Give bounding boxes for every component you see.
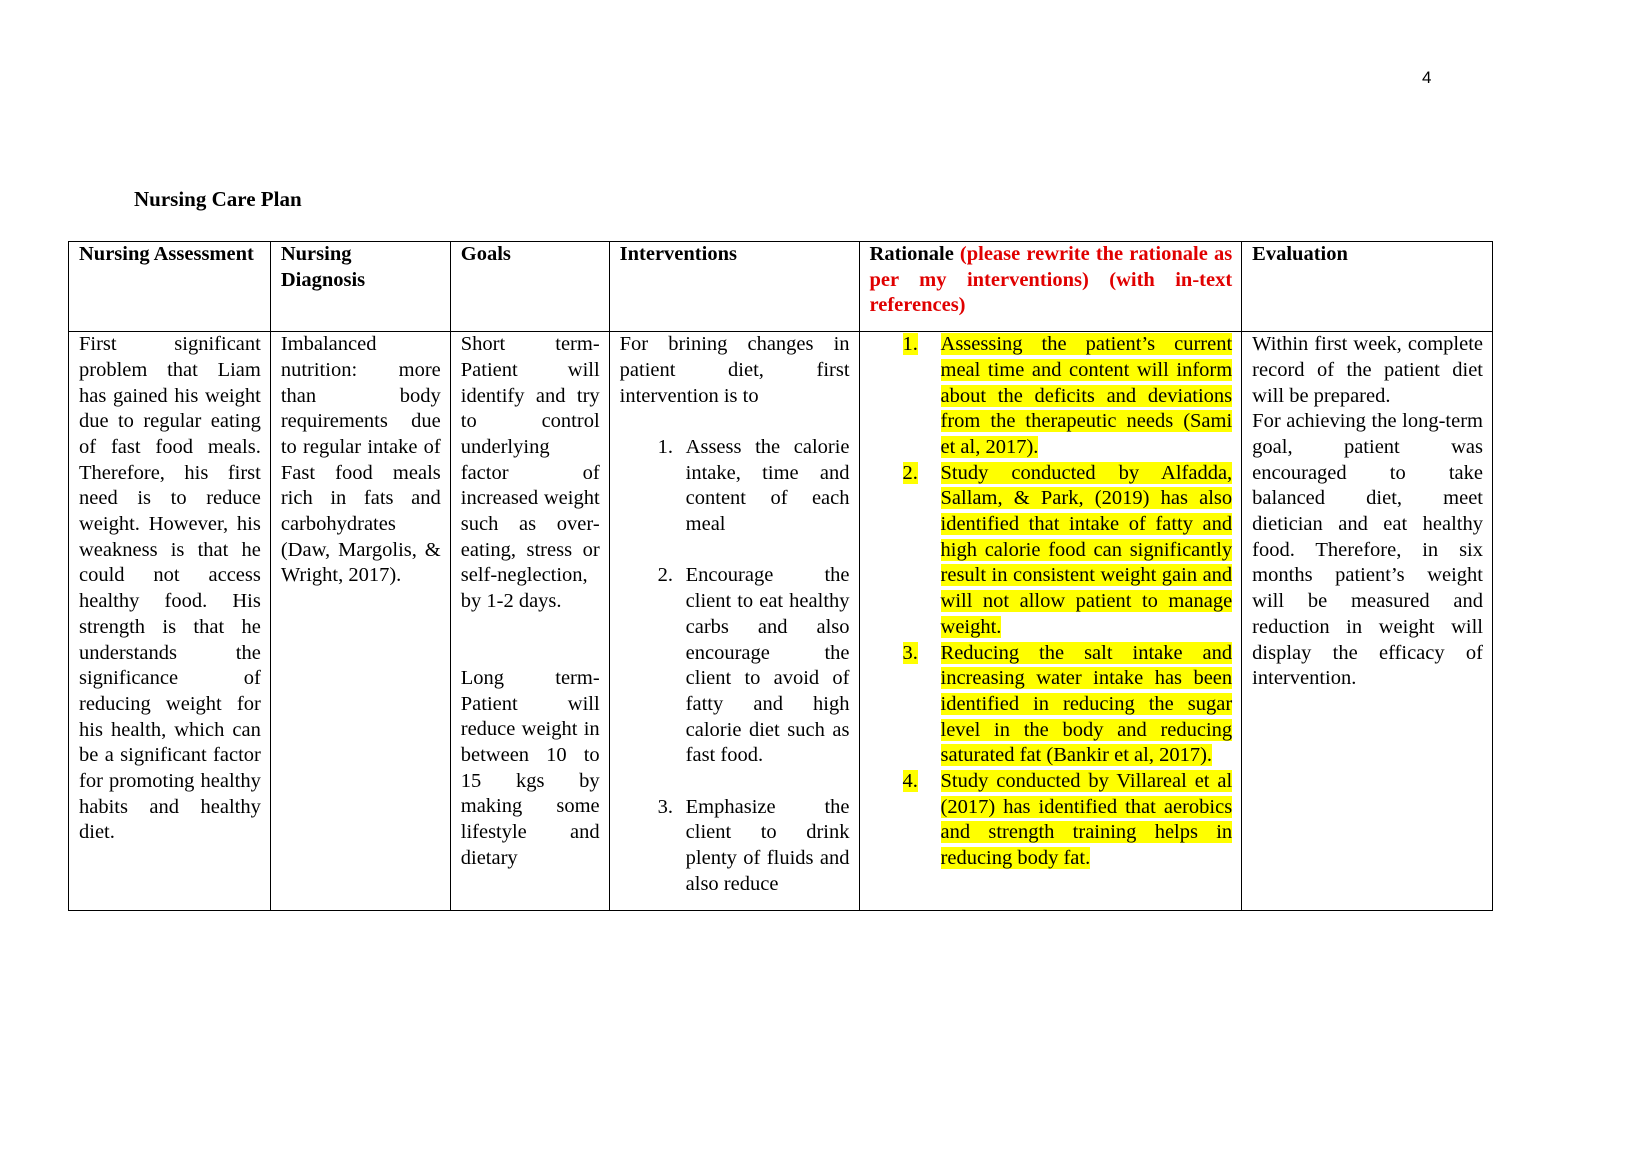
evaluation-cell (1242, 332, 1493, 910)
item-number: 3. (657, 795, 674, 818)
long-term-goal: Long term- Patient will reduce weight in between 10 to 15 kgs by making some lifestyle and dietary (460, 666, 600, 869)
header-row (69, 242, 1493, 332)
care-plan-table (68, 241, 1493, 911)
list-item (903, 769, 1233, 872)
diagnosis-cell: Imbalanced nutrition: more than body requirements due to regular intake of Fast food meals rich in fats and carbohydrates (Daw, Margolis, & Wright, 2017). (270, 332, 450, 910)
item-number: 1. (657, 435, 674, 458)
list-item (658, 563, 850, 769)
item-number: 2. (902, 461, 918, 484)
goals-cell (450, 332, 609, 910)
item-text: Assess the calorie intake, time and content of each meal (685, 435, 850, 536)
short-term-goal: Short term- Patient will identify and try to control underlying factor of increased weight such as over-eating, stress or self-neglection, by 1-2 days. (460, 333, 600, 613)
list-item (903, 641, 1233, 770)
evaluation-short-term: Within first week, complete record of the patient diet will be prepared. (1252, 333, 1483, 407)
interventions-cell (609, 332, 859, 910)
table-row (69, 332, 1493, 910)
item-text: Study conducted by Alfadda, Sallam, & Park, (2019) has also identified that intake of fatty and high calorie food can significantly result in consistent weight gain and will not allow patient to manage weight. (940, 461, 1233, 638)
list-item (658, 435, 850, 538)
item-text: Reducing the salt intake and increasing water intake has been identified in reducing the sugar level in the body and reducing saturated fat (Bankir et al, 2017). (940, 641, 1233, 767)
list-item (903, 332, 1233, 461)
header-evaluation: Evaluation (1242, 242, 1493, 332)
item-text: Study conducted by Villareal et al (2017) has identified that aerobics and strength training helps in reducing body fat. (940, 770, 1233, 870)
evaluation-long-term: For achieving the long-term goal, patient was encouraged to take balanced diet, meet dietician and eat healthy food. Therefore, in six months patient’s weight will be measured and reduction in weight will display the efficacy of intervention. (1252, 410, 1483, 690)
item-number: 2. (657, 564, 674, 587)
list-item (658, 795, 850, 898)
rationale-note: (please rewrite the rationale as per my interventions) (with in-text references) (869, 243, 1233, 317)
item-number: 3. (902, 641, 918, 664)
header-goals: Goals (450, 242, 609, 332)
item-number: 4. (902, 770, 918, 793)
interventions-list (620, 435, 850, 898)
interventions-intro: For brining changes in patient diet, first intervention is to (619, 333, 850, 407)
header-assessment: Nursing Assessment (69, 242, 271, 332)
assessment-cell: First significant problem that Liam has gained his weight due to regular eating of fast food meals. Therefore, his first need is to reduce weight. However, his weakness is that he could not access healthy food. His strength is that he understands the significance of reducing weight for his health, which can be a significant factor for promoting healthy habits and healthy diet. (69, 332, 271, 910)
item-text: Emphasize the client to drink plenty of fluids and also reduce (685, 795, 850, 895)
item-number: 1. (902, 333, 918, 356)
rationale-list (870, 332, 1233, 872)
header-rationale (859, 242, 1242, 332)
list-item (903, 461, 1233, 641)
header-interventions: Interventions (609, 242, 859, 332)
rationale-label: Rationale (869, 243, 954, 265)
item-text: Encourage the client to eat healthy carbs and also encourage the client to avoid of fatty and high calorie diet such as fast food. (685, 564, 850, 767)
document-title: Nursing Care Plan (134, 187, 302, 211)
rationale-cell (859, 332, 1242, 910)
header-diagnosis: Nursing Diagnosis (270, 242, 450, 332)
item-text: Assessing the patient’s current meal time and content will inform about the deficits and deviations from the therapeutic needs (Sami et al, 2017). (940, 333, 1233, 458)
page-number: 4 (1422, 68, 1432, 87)
